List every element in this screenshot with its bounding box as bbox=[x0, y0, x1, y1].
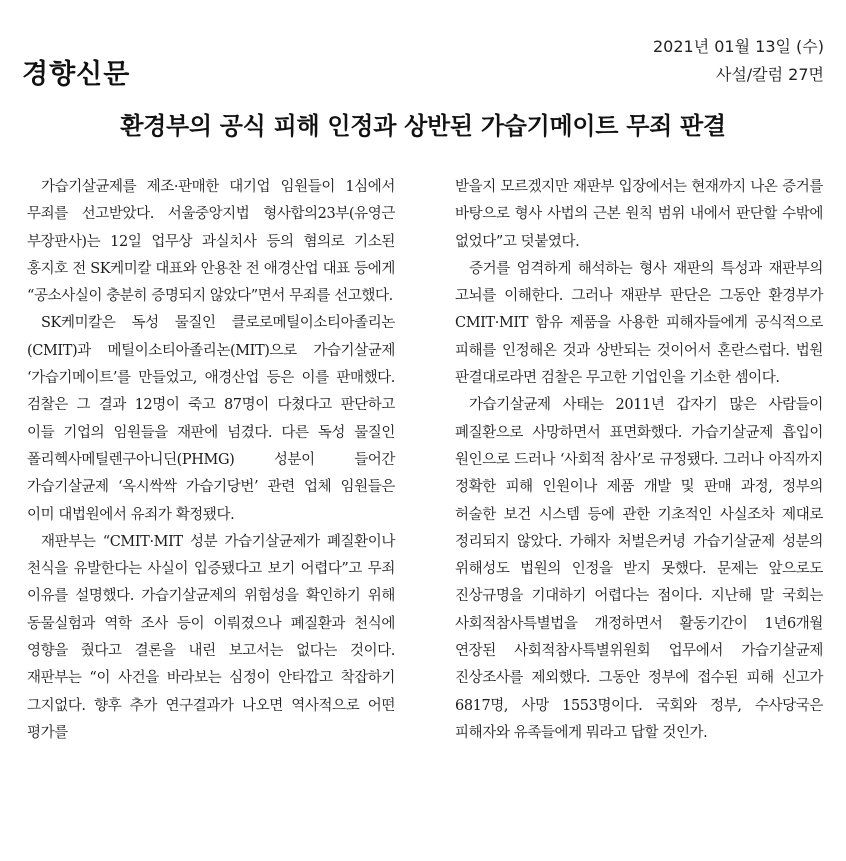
publication-date: 2021년 01월 13일 (수) bbox=[652, 37, 824, 56]
article-body bbox=[0, 174, 846, 854]
article-paragraph: 가습기살균제를 제조·판매한 대기업 임원들이 1심에서 무죄를 선고받았다. 서울중앙지법 형사합의23부(유영근 부장판사)는 12일 업무상 과실치사 등의 혐의로 기소된 홍지호 전 SK케미칼 대표와 안용찬 전 애경산업 대표 등에게 “공소사실이 충분히 증명되지 않았다”면서 무죄를 선고했다. bbox=[27, 179, 395, 305]
article-paragraph: 증거를 엄격하게 해석하는 형사 재판의 특성과 재판부의 고뇌를 이해한다. 그러나 재판부 판단은 그동안 환경부가 CMIT·MIT 함유 제품을 사용한 피해자들에게 공식적으로 피해를 인정해온 것과 상반되는 것이어서 혼란스럽다. 법원 판결대로라면 검찰은 무고한 기업인을 기소한 셈이다. bbox=[455, 260, 823, 387]
article-paragraph: 가습기살균제 사태는 2011년 갑자기 많은 사람들이 폐질환으로 사망하면서 표면화했다. 가습기살균제 흡입이 원인으로 드러나 ‘사회적 참사’로 규정됐다. 그러나 아직까지 정확한 피해 인원이나 제품 개발 및 판매 과정, 정부의 허술한 보건 시스템 등에 관한 기초적인 사실조차 제대로 정리되지 않았다. 가해자 처벌은커녕 가습기살균제 성분의 위해성도 법원의 인정을 받지 못했다. 문제는 앞으로도 진상규명을 기대하기 어렵다는 점이다. 지난해 말 국회는 사회적참사특별법을 개정하면서 활동기간이 1년6개월 연장된 사회적참사특별위원회 업무에서 가습기살균제 진상조사를 제외했다. 그동안 정부에 접수된 피해 신고가 6817명, 사망 1553명이다. 국회와 정부, 수사당국은 피해자와 유족들에게 뭐라고 답할 것인가. bbox=[455, 397, 823, 741]
article-column-right bbox=[455, 174, 823, 747]
newspaper-masthead: 경향신문 bbox=[22, 59, 131, 90]
article-paragraph: SK케미칼은 독성 물질인 클로로메틸이소티아졸리논(CMIT)과 메틸이소티아졸리논(MIT)으로 가습기살균제 ‘가습기메이트’를 만들었고, 애경산업 등은 이를 판매했다. 검찰은 그 결과 12명이 죽고 87명이 다쳤다고 판단하고 이들 기업의 임원들을 재판에 넘겼다. 다른 독성 물질인 폴리헥사메틸렌구아니딘(PHMG) 성분이 들어간 가습기살균제 ‘옥시싹싹 가습기당번’ 관련 업체 임원들은 이미 대법원에서 유죄가 확정됐다. bbox=[27, 315, 395, 523]
section-page-label: 사설/칼럼 27면 bbox=[715, 65, 824, 84]
article-paragraph: 재판부는 “CMIT·MIT 성분 가습기살균제가 폐질환이나 천식을 유발한다는 사실이 입증됐다고 보기 어렵다”고 무죄 이유를 설명했다. 가습기살균제의 위험성을 확인하기 위해 동물실험과 역학 조사 등이 이뤄졌으나 폐질환과 천식에 영향을 줬다고 결론을 내린 보고서는 없다는 것이다. 재판부는 “이 사건을 바라보는 심정이 안타깝고 착잡하기 그지없다. 향후 추가 연구결과가 나오면 역사적으로 어떤 평가를 bbox=[27, 533, 395, 741]
article-column-left bbox=[27, 174, 395, 747]
article-paragraph: 받을지 모르겠지만 재판부 입장에서는 현재까지 나온 증거를 바탕으로 형사 사법의 근본 원칙 범위 내에서 판단할 수밖에 없었다”고 덧붙였다. bbox=[455, 179, 823, 250]
article-headline: 환경부의 공식 피해 인정과 상반된 가습기메이트 무죄 판결 bbox=[120, 111, 726, 140]
